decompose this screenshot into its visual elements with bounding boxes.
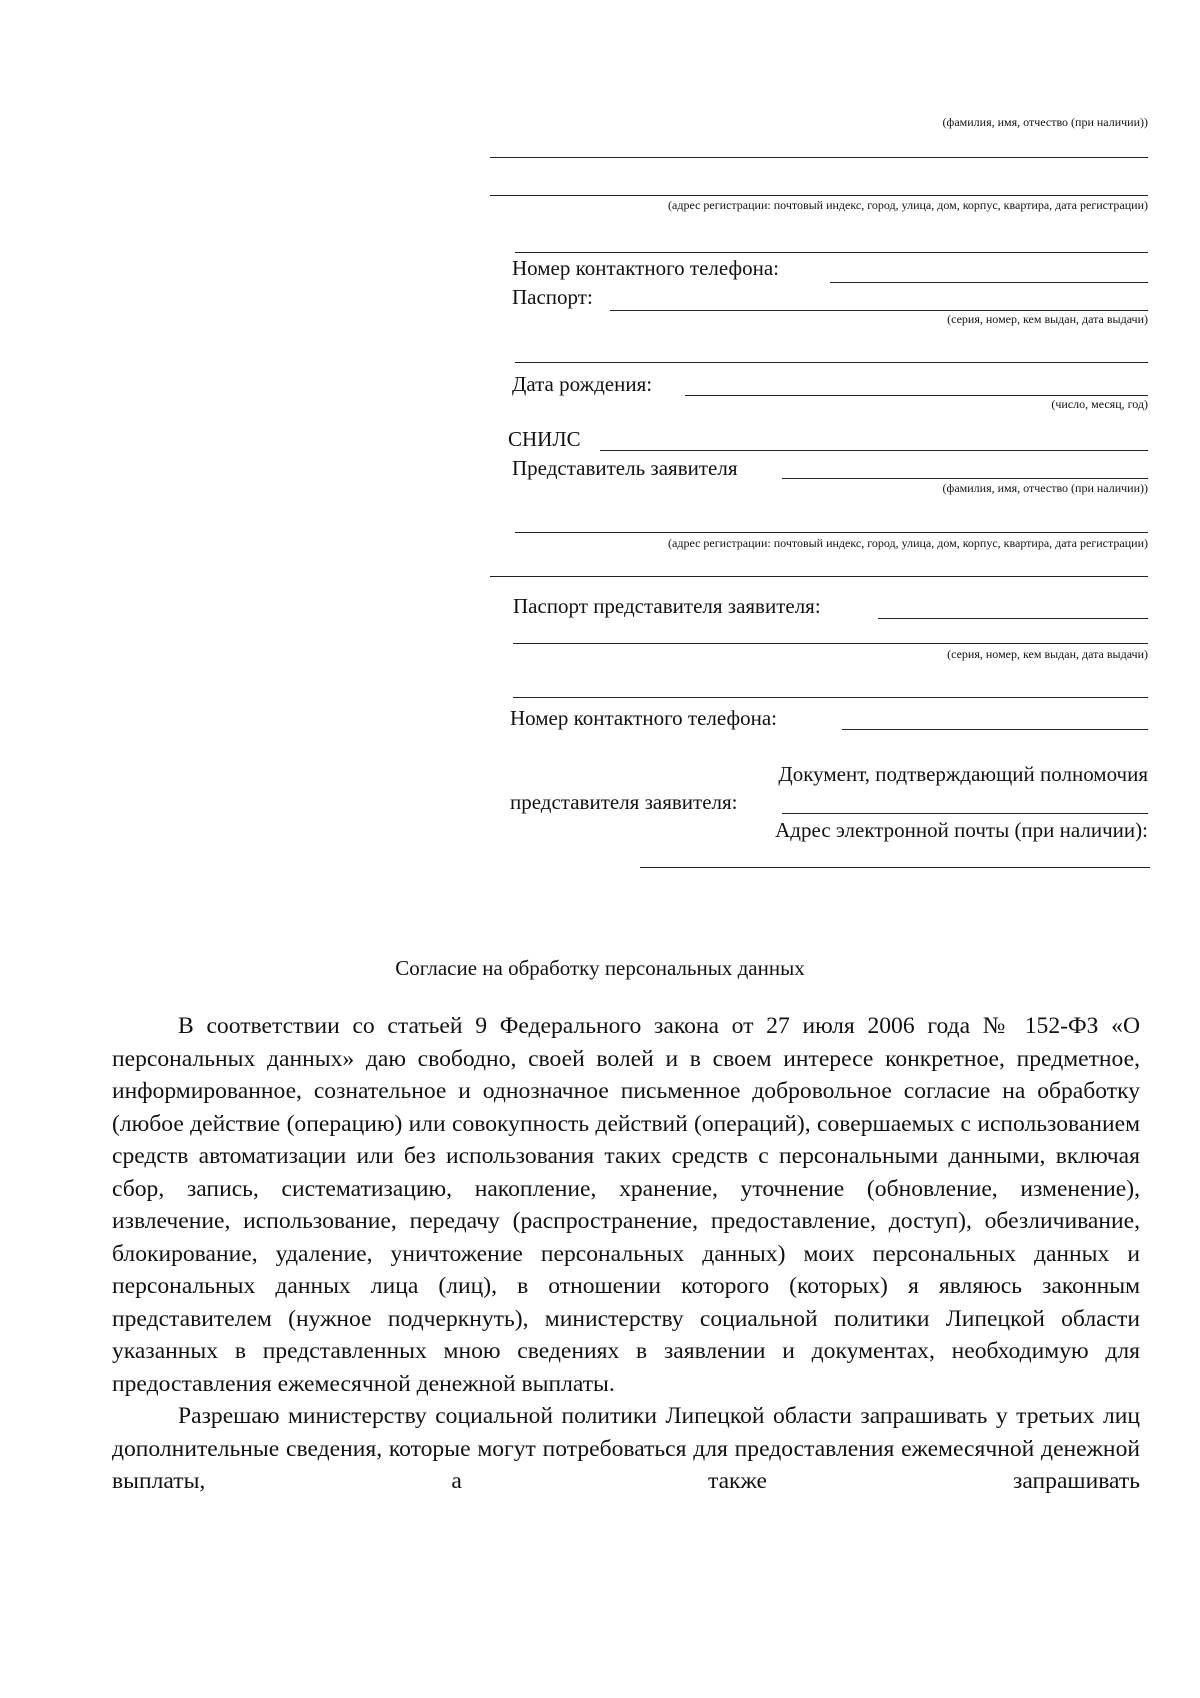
consent-title: Согласие на обработку персональных данных [395,956,805,980]
applicant-passport-line[interactable] [610,310,1148,311]
applicant-fio-line-2[interactable] [490,195,1148,196]
representative-passport-caption: (серия, номер, кем выдан, дата выдачи) [947,647,1148,661]
applicant-address-line[interactable] [515,252,1148,253]
representative-fio-caption: (фамилия, имя, отчество (при наличии)) [942,481,1148,495]
representative-address-caption: (адрес регистрации: почтовый индекс, город, улица, дом, корпус, квартира, дата регистрации) [668,536,1148,550]
representative-passport-line-3[interactable] [513,697,1148,698]
applicant-birthdate-caption: (число, месяц, год) [1051,397,1148,411]
authority-doc-line1: Документ, подтверждающий полномочия [778,762,1148,786]
applicant-fio-line[interactable] [490,157,1148,158]
applicant-phone-line[interactable] [830,282,1148,283]
representative-address-line-1[interactable] [515,532,1148,533]
applicant-snils-line[interactable] [600,450,1148,451]
applicant-address-caption: (адрес регистрации: почтовый индекс, город, улица, дом, корпус, квартира, дата регистрации) [668,198,1148,212]
representative-passport-line-2[interactable] [513,643,1148,644]
applicant-birthdate-line[interactable] [685,395,1148,396]
representative-email-label: Адрес электронной почты (при наличии): [775,818,1148,842]
representative-passport-line[interactable] [878,618,1148,619]
applicant-passport-caption: (серия, номер, кем выдан, дата выдачи) [947,312,1148,326]
representative-label: Представитель заявителя [512,456,738,480]
applicant-phone-label: Номер контактного телефона: [512,256,779,280]
applicant-passport-label: Паспорт: [512,285,593,309]
authority-doc-line[interactable] [782,813,1148,814]
consent-paragraph-1: В соответствии со статьей 9 Федерального закона от 27 июля 2006 года № 152-ФЗ «О персональных данных» даю свободно, своей волей и в своем интересе конкретное, предметное, информированное, сознательное и однозначное письменное добровольное согласие на обработку (любое действие (операцию) или совокупность действий (операций), совершаемых с использованием средств автоматизации или без использования таких средств с персональными данными, включая сбор, запись, систематизацию, накопление, хранение, уточнение (обновление, изменение), извлечение, использование, передачу (распространение, предоставление, доступ), обезличивание, блокирование, удаление, уничтожение персональных данных) моих персональных данных и персональных данных лица (лиц), в отношении которого (которых) я являюсь законным представителем (нужное подчеркнуть), министерству социальной политики Липецкой области указанных в представленных мною сведениях в заявлении и документах, необходимую для предоставления ежемесячной денежной выплаты. [112,1013,1140,1397]
applicant-fio-caption: (фамилия, имя, отчество (при наличии)) [942,115,1148,129]
representative-phone-label: Номер контактного телефона: [510,706,777,730]
representative-email-line[interactable] [640,867,1150,868]
authority-doc-line2: представителя заявителя: [510,790,738,814]
consent-paragraph-2: Разрешаю министерству социальной политики Липецкой области запрашивать у третьих лиц дополнительные сведения, которые могут потребоваться для предоставления ежемесячной денежной выплаты, а также запрашивать [112,1403,1140,1494]
applicant-snils-label: СНИЛС [508,427,581,451]
representative-phone-line[interactable] [842,729,1148,730]
applicant-birthdate-label: Дата рождения: [512,372,653,396]
consent-body [112,1010,1140,1498]
applicant-passport-line-2[interactable] [515,362,1148,363]
representative-passport-label: Паспорт представителя заявителя: [513,594,821,618]
representative-fio-line[interactable] [782,478,1148,479]
representative-address-line-2[interactable] [490,576,1148,577]
